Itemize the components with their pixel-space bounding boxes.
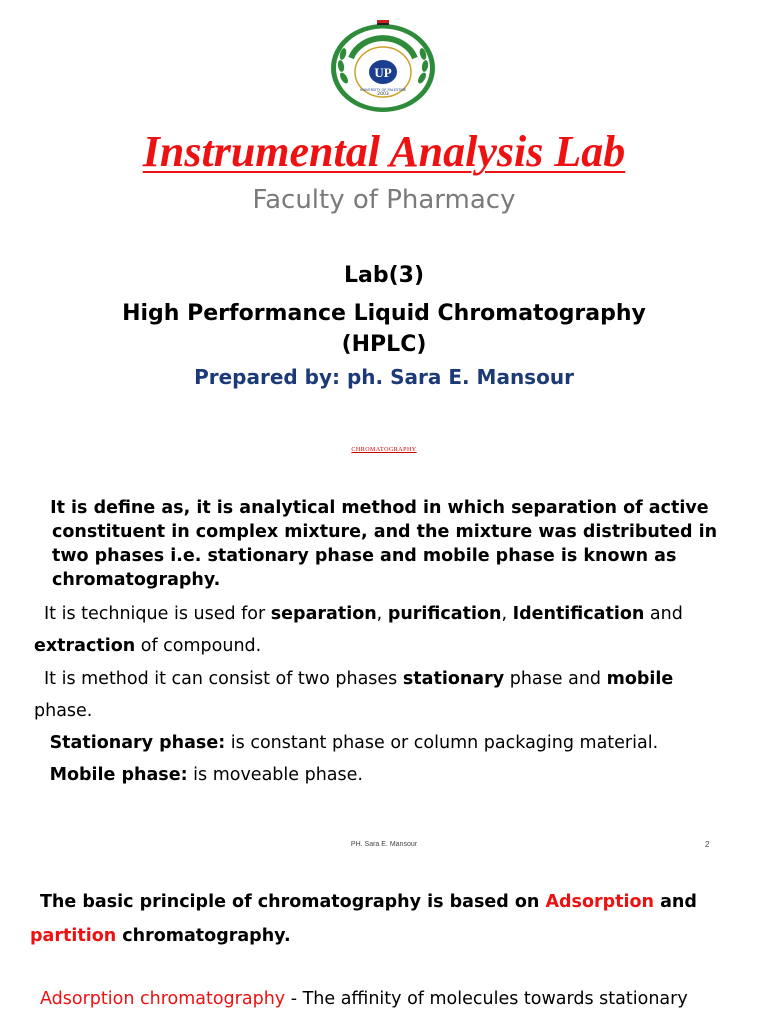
bullet-text: ,	[501, 604, 513, 624]
highlight-term: Adsorption chromatography	[40, 989, 286, 1009]
university-logo	[327, 18, 439, 114]
keyword: separation	[270, 604, 377, 624]
bullet-text: It is method it can consist of two phases	[44, 669, 403, 689]
keyword: Mobile phase:	[49, 765, 188, 785]
paragraph-text: - The affinity of molecules towards stationary	[285, 989, 688, 1009]
highlight-term: Adsorption	[545, 892, 654, 912]
bullet-text: It is technique is used for	[44, 604, 271, 624]
lab-number: Lab(3)	[343, 263, 425, 288]
lab-title	[0, 298, 768, 360]
bullet-text: of compound.	[135, 636, 262, 656]
bullet-text: and	[644, 604, 683, 624]
keyword: mobile	[606, 669, 674, 689]
keyword: purification	[387, 604, 502, 624]
bullet-technique	[34, 598, 734, 662]
main-title: Instrumental Analysis Lab	[142, 127, 626, 176]
bullet-text: phase and	[504, 669, 607, 689]
paragraph-text: The basic principle of chromatography is based on	[40, 892, 546, 912]
logo-year: 2003	[377, 92, 389, 97]
footer-page-number: 2	[705, 840, 710, 849]
keyword: stationary	[402, 669, 505, 689]
principle-paragraph	[30, 885, 740, 953]
bullet-text: phase.	[34, 701, 93, 721]
logo-initials: UP	[374, 65, 392, 80]
logo-arc-text: UNIVERSITY OF PALESTINE	[359, 88, 407, 92]
paragraph-text: and	[653, 892, 697, 912]
prepared-by: Prepared by: ph. Sara E. Mansour	[194, 365, 574, 389]
bullet-phases	[34, 663, 734, 727]
footer-author: PH. Sara E. Mansour	[350, 841, 418, 848]
bullet-text: is constant phase or column packaging material.	[225, 733, 659, 753]
keyword: Stationary phase:	[49, 733, 226, 753]
adsorption-paragraph	[30, 982, 740, 1016]
lab-title-line2: (HPLC)	[341, 332, 427, 357]
paragraph-text: chromatography.	[116, 926, 291, 946]
bullet-text: It is define as, it is analytical method in which separation of active constituent in complex mixture, and the mixture was distributed in two phases i.e. stationary phase and mobile phase is known as chromatography.	[44, 498, 718, 590]
bullet-mobile-phase	[34, 759, 734, 791]
bullet-definition	[34, 496, 752, 592]
faculty-subtitle: Faculty of Pharmacy	[252, 185, 516, 215]
keyword: extraction	[34, 636, 136, 656]
lab-title-line1: High Performance Liquid Chromatography	[122, 301, 646, 326]
bullet-stationary-phase	[34, 727, 734, 759]
highlight-term: partition	[30, 926, 117, 946]
section-header: CHROMATOGRAPHY	[351, 447, 417, 453]
bullet-text: is moveable phase.	[187, 765, 363, 785]
bullet-text: ,	[376, 604, 388, 624]
keyword: Identification	[512, 604, 645, 624]
